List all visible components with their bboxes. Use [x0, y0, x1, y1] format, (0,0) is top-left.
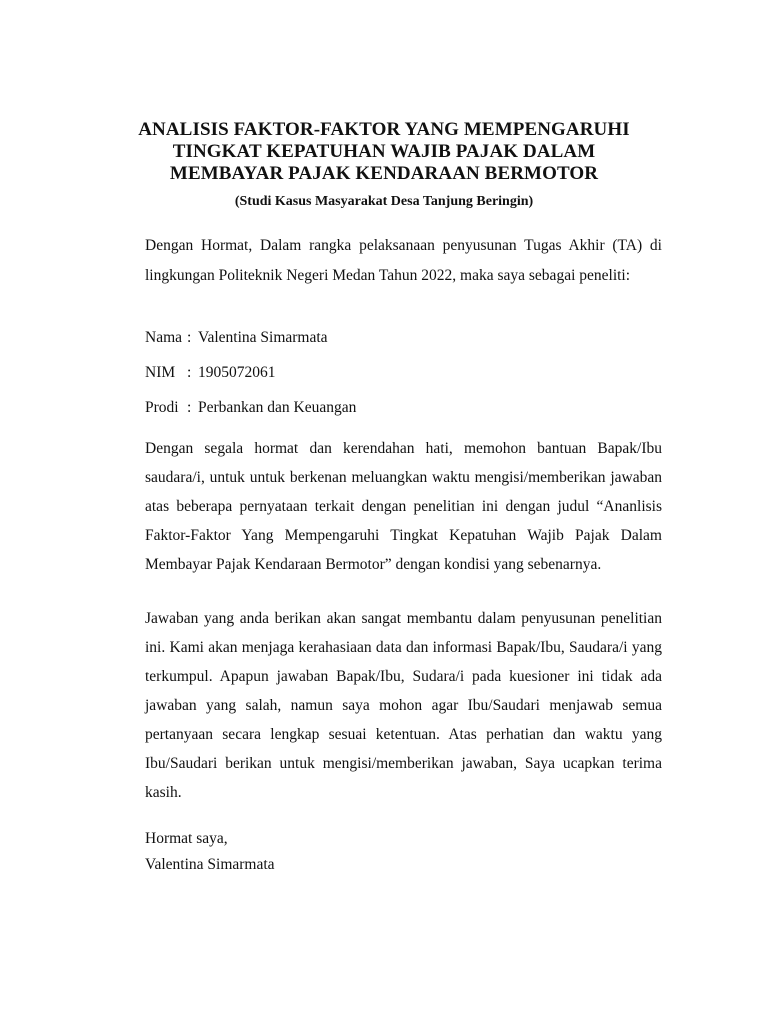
assurance-paragraph: Jawaban yang anda berikan akan sangat membantu dalam penyusunan penelitian ini. Kami akan menjaga kerahasiaan data dan informasi Bapak/Ibu, Saudara/i yang terkumpul. Apapun jawaban Bapak/Ibu, Sudara/i pada kuesioner ini tidak ada jawaban yang salah, namun saya mohon agar Ibu/Saudari menjawab semua pertanyaan secara lengkap sesuai ketentuan. Atas perhatian dan waktu yang Ibu/Saudari berikan untuk mengisi/memberikan jawaban, Saya ucapkan terima kasih. [145, 610, 662, 801]
closing-salutation: Hormat saya, [145, 830, 228, 847]
identity-label: Prodi [145, 399, 179, 416]
identity-label: NIM [145, 364, 176, 381]
title-block [100, 119, 668, 211]
identity-separator: : [187, 329, 192, 346]
identity-label: Nama [145, 329, 183, 346]
subtitle: (Studi Kasus Masyarakat Desa Tanjung Beringin) [234, 194, 534, 209]
identity-separator: : [187, 399, 192, 416]
identity-value: 1905072061 [198, 364, 276, 381]
title-line-3: MEMBAYAR PAJAK KENDARAAN BERMOTOR [169, 163, 599, 184]
request-paragraph: Dengan segala hormat dan kerendahan hati, memohon bantuan Bapak/Ibu saudara/i, untuk untuk berkenan meluangkan waktu mengisi/memberikan jawaban atas beberapa pernyataan terkait dengan penelitian ini dengan judul “Ananlisis Faktor-Faktor Yang Mempengaruhi Tingkat Kepatuhan Wajib Pajak Dalam Membayar Pajak Kendaraan Bermotor” dengan kondisi yang sebenarnya. [145, 440, 662, 573]
identity-block [145, 325, 356, 430]
title-line-2: TINGKAT KEPATUHAN WAJIB PAJAK DALAM [172, 141, 596, 162]
identity-row-prodi [145, 395, 356, 430]
identity-value: Perbankan dan Keuangan [198, 399, 357, 416]
identity-row-nim [145, 360, 356, 395]
identity-separator: : [187, 364, 192, 381]
title-line-1: ANALISIS FAKTOR-FAKTOR YANG MEMPENGARUHI [138, 119, 630, 140]
intro-paragraph: Dengan Hormat, Dalam rangka pelaksanaan penyusunan Tugas Akhir (TA) di lingkungan Politeknik Negeri Medan Tahun 2022, maka saya sebagai peneliti: [145, 237, 662, 284]
identity-value: Valentina Simarmata [198, 329, 328, 346]
identity-row-name [145, 325, 356, 360]
closing-block [145, 826, 275, 878]
signature-name: Valentina Simarmata [145, 856, 275, 873]
